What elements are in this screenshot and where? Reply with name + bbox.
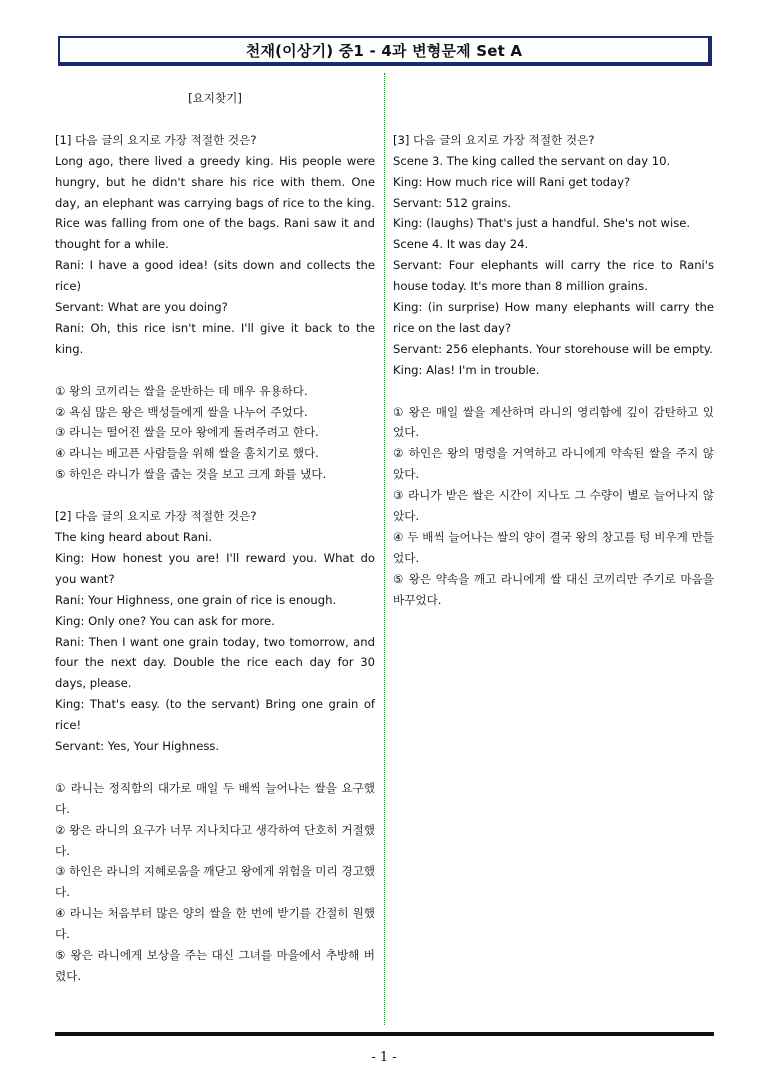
q3-choice-4: ④ 두 배씩 늘어나는 쌀의 양이 결국 왕의 창고를 텅 비우게 만들었다. <box>393 529 714 565</box>
q2-choice-5: ⑤ 왕은 라니에게 보상을 주는 대신 그녀를 마을에서 추방해 버렸다. <box>55 948 375 983</box>
q1-choice-2: ② 욕심 많은 왕은 백성들에게 쌀을 나누어 주었다. <box>55 404 308 419</box>
q3-passage-line: King: (laughs) That's just a handful. She's not wise. <box>393 216 691 231</box>
q3-passage-line: Scene 4. It was day 24. <box>393 237 529 252</box>
q1-passage-line: Rani: I have a good idea! (sits down and collects the rice) <box>55 258 375 294</box>
q1-choice-5: ⑤ 하인은 라니가 쌀을 줍는 것을 보고 크게 화를 냈다. <box>55 467 327 482</box>
q2-passage-line: Rani: Your Highness, one grain of rice is enough. <box>55 592 337 607</box>
q3-choice-2: ② 하인은 왕의 명령을 거역하고 라니에게 약속된 쌀을 주지 않았다. <box>393 446 714 482</box>
page-title: 천재(이상기) 중1 - 4과 변형문제 Set A <box>58 36 712 66</box>
question-2-prompt: [2] 다음 글의 요지로 가장 적절한 것은? <box>55 509 257 524</box>
q2-passage-line: King: How honest you are! I'll reward you. What do you want? <box>55 550 375 586</box>
q1-passage-line: Rani: Oh, this rice isn't mine. I'll give it back to the king. <box>55 320 375 356</box>
q1-choice-1: ① 왕의 코끼리는 쌀을 운반하는 데 매우 유용하다. <box>55 383 308 398</box>
column-divider <box>384 73 385 1025</box>
section-label: [요지찾기] <box>188 91 242 105</box>
q2-passage-line: King: That's easy. (to the servant) Bring one grain of rice! <box>55 697 375 733</box>
q3-passage-line: King: How much rice will Rani get today? <box>393 174 631 189</box>
q1-passage-narration: Long ago, there lived a greedy king. His people were hungry, but he didn't share his rice with them. One day, an elephant was carrying bags of rice to the king. Rice was falling from one of the bags. Rani saw it and thought for a while. <box>55 153 375 252</box>
left-column <box>55 88 375 987</box>
question-3-prompt: [3] 다음 글의 요지로 가장 적절한 것은? <box>393 132 595 147</box>
q1-choice-4: ④ 라니는 배고픈 사람들을 위해 쌀을 훔치기로 했다. <box>55 446 319 461</box>
q2-choice-1: ① 라니는 정직함의 대가로 매일 두 배씩 늘어나는 쌀을 요구했다. <box>55 780 375 816</box>
q3-passage-line: King: Alas! I'm in trouble. <box>393 362 540 377</box>
footer-rule <box>55 1032 714 1036</box>
q2-choice-4: ④ 라니는 처음부터 많은 양의 쌀을 한 번에 받기를 간절히 원했다. <box>55 906 375 942</box>
q2-passage-line: Servant: Yes, Your Highness. <box>55 739 220 754</box>
q3-choice-3: ③ 라니가 받은 쌀은 시간이 지나도 그 수량이 별로 늘어나지 않았다. <box>393 488 714 524</box>
q3-passage-line: Scene 3. The king called the servant on day 10. <box>393 153 671 168</box>
q2-passage-line: Rani: Then I want one grain today, two tomorrow, and four the next day. Double the rice each day for 30 days, please. <box>55 634 375 691</box>
q2-choice-3: ③ 하인은 라니의 지혜로움을 깨닫고 왕에게 위험을 미리 경고했다. <box>55 864 375 900</box>
q3-passage-line: Servant: 256 elephants. Your storehouse will be empty. <box>393 341 713 356</box>
q3-passage-line: Servant: Four elephants will carry the rice to Rani's house today. It's more than 8 million grains. <box>393 258 714 294</box>
q3-passage-line: Servant: 512 grains. <box>393 195 512 210</box>
q2-passage-line: King: Only one? You can ask for more. <box>55 613 275 628</box>
q1-choice-3: ③ 라니는 떨어진 쌀을 모아 왕에게 돌려주려고 한다. <box>55 425 319 440</box>
q1-passage-line: Servant: What are you doing? <box>55 300 228 315</box>
q2-passage-line: The king heard about Rani. <box>55 529 213 544</box>
right-column <box>393 88 714 611</box>
page-number: - 1 - <box>371 1050 397 1065</box>
q3-choice-1: ① 왕은 매일 쌀을 계산하며 라니의 영리함에 깊이 감탄하고 있었다. <box>393 404 714 440</box>
question-1-prompt: [1] 다음 글의 요지로 가장 적절한 것은? <box>55 132 257 147</box>
q3-choice-5: ⑤ 왕은 약속을 깨고 라니에게 쌀 대신 코끼리만 주기로 마음을 바꾸었다. <box>393 571 714 607</box>
q3-passage-line: King: (in surprise) How many elephants will carry the rice on the last day? <box>393 300 714 335</box>
q2-choice-2: ② 왕은 라니의 요구가 너무 지나치다고 생각하여 단호히 거절했다. <box>55 822 375 858</box>
